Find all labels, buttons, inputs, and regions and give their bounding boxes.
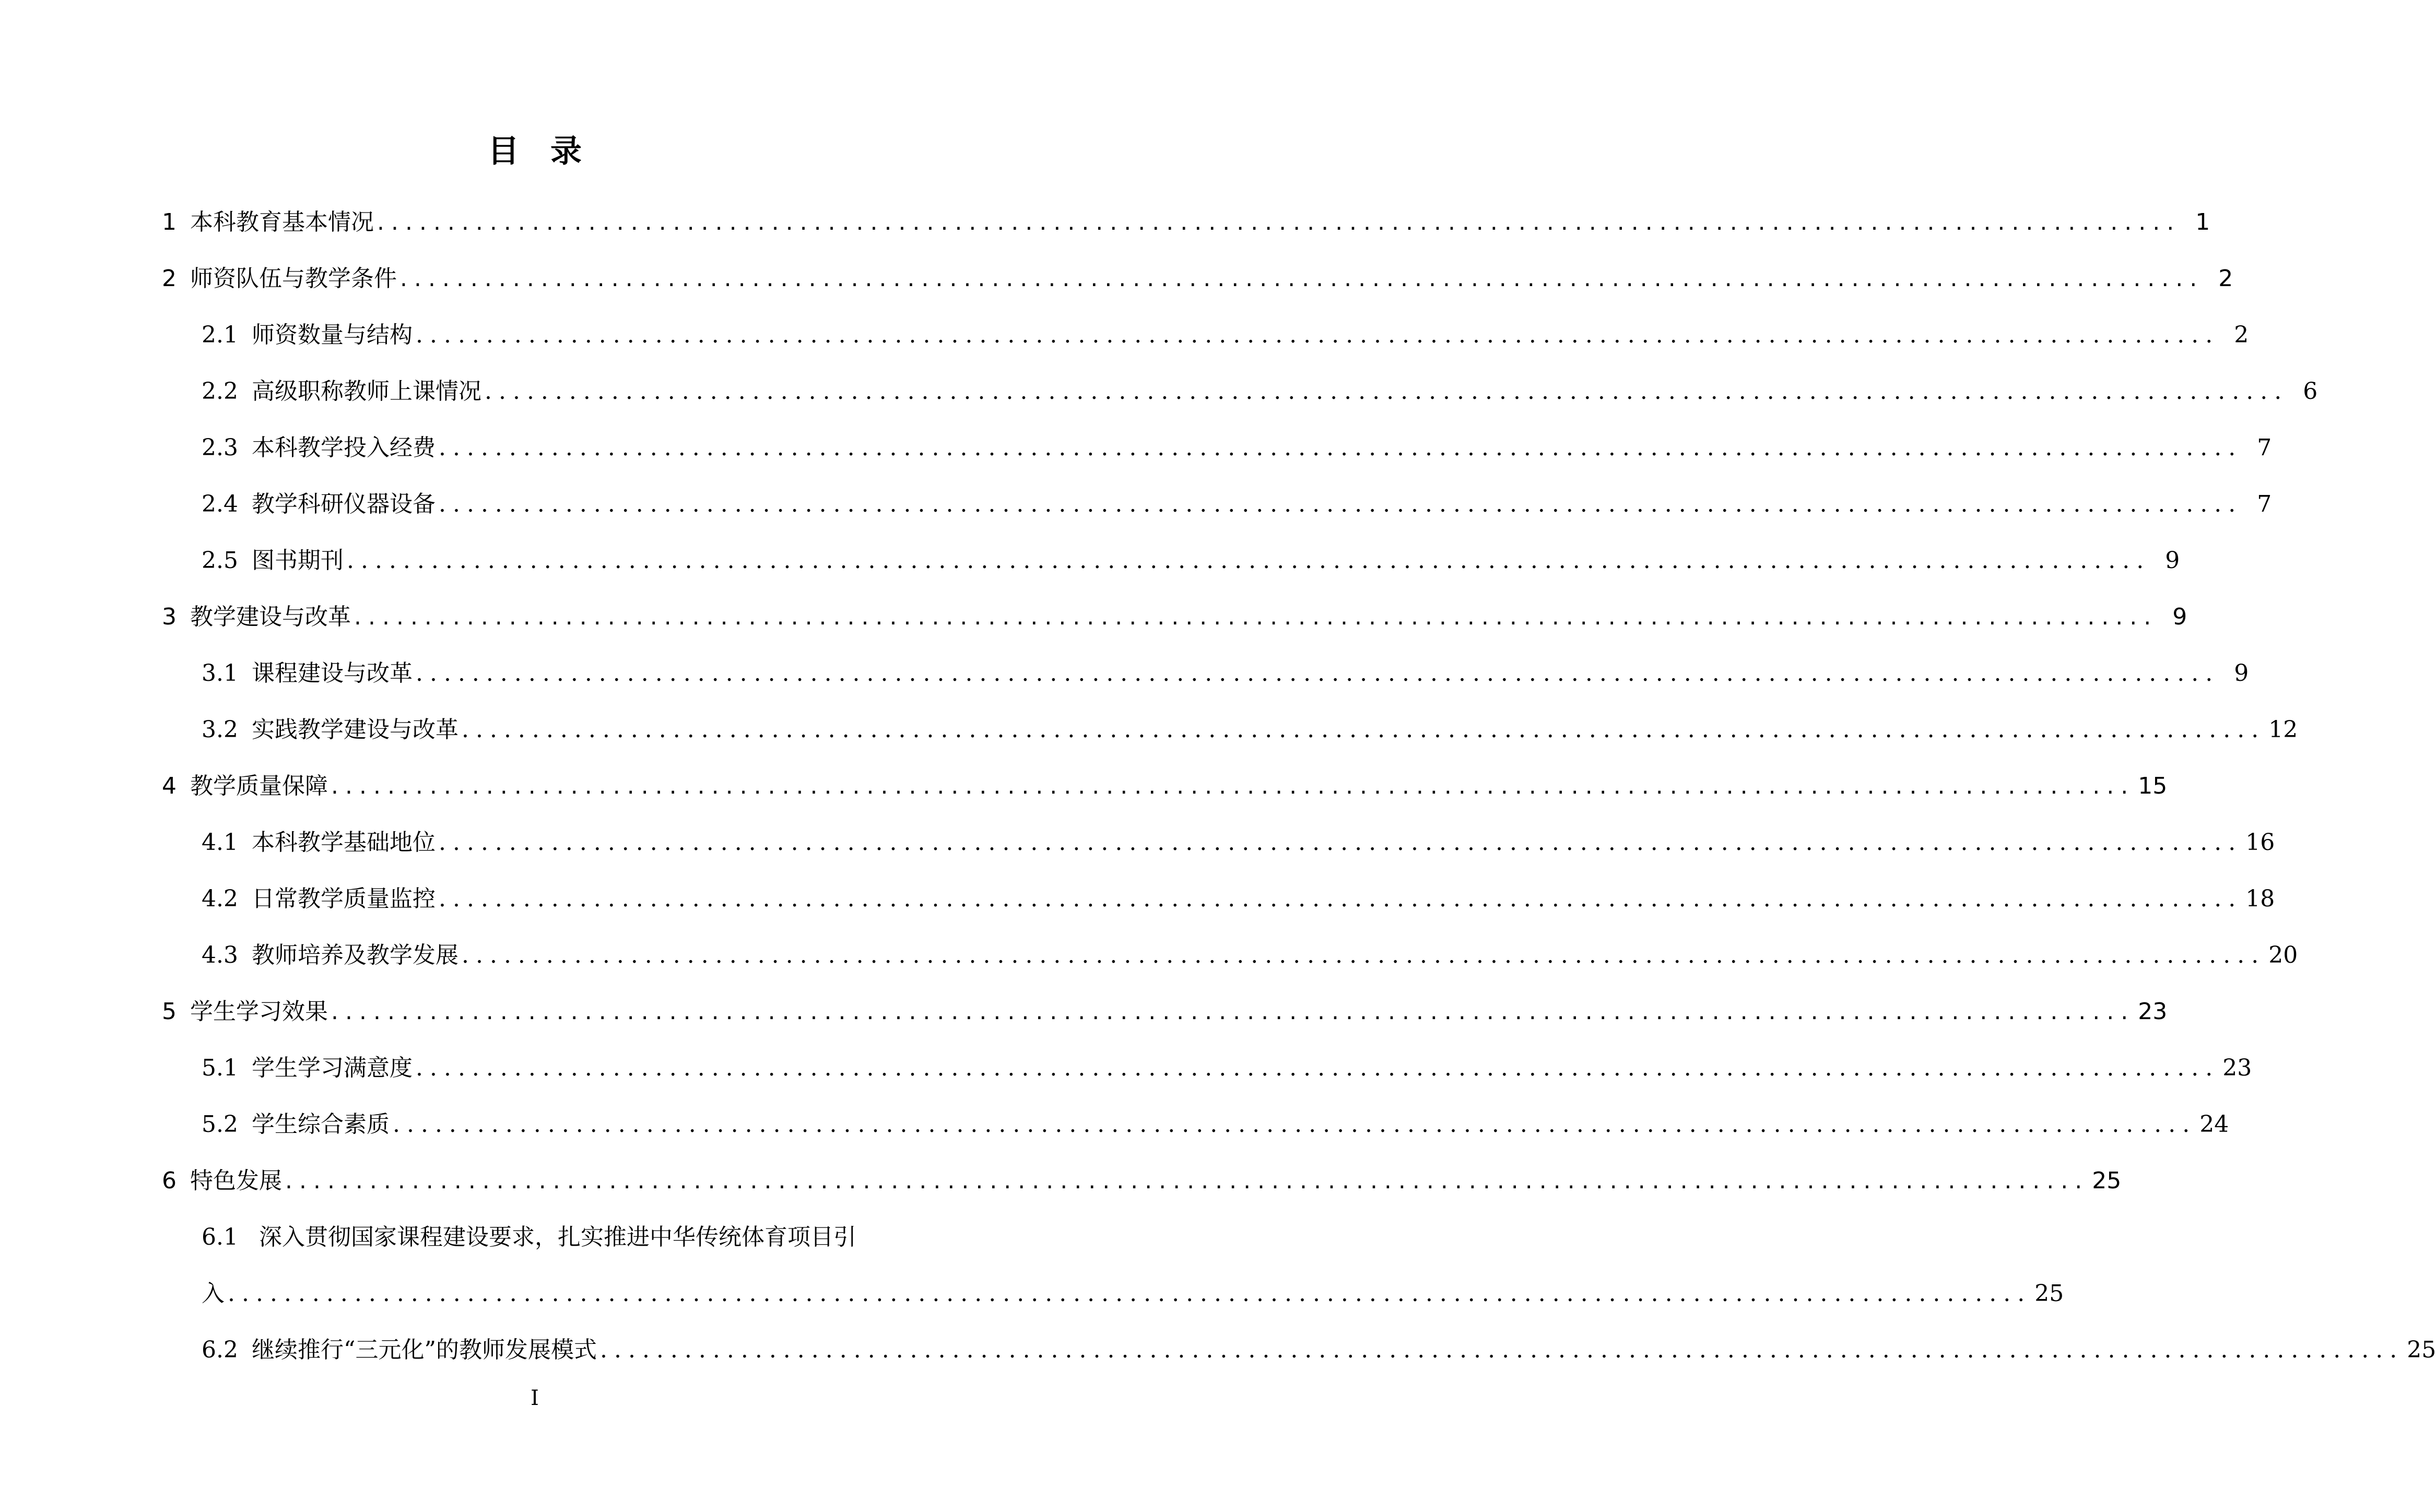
toc-entry[interactable] <box>162 363 2318 420</box>
dot-leader: ................................................................................................................................ <box>415 322 2220 348</box>
dot-leader: ................................................................................................................................ <box>415 660 2220 687</box>
dot-leader: ................................................................................................................................ <box>400 265 2204 292</box>
dot-leader: ................................................................................................................................ <box>438 434 2243 461</box>
toc-entry[interactable] <box>162 1096 2229 1153</box>
dot-leader: ................................................................................................................................ <box>438 885 2243 912</box>
toc-entry-title: 日常教学质量监控 <box>251 885 436 912</box>
toc-entry[interactable] <box>162 1322 2436 1378</box>
dot-leader: ................................................................................................................................ <box>377 209 2181 235</box>
toc-entry-title: 本科教学投入经费 <box>251 434 436 461</box>
toc-entry[interactable] <box>162 251 2233 307</box>
toc-entry-number: 5.1 <box>202 1055 238 1081</box>
dot-leader: ................................................................................................................................ <box>438 491 2243 517</box>
toc-entry-title: 教学建设与改革 <box>190 604 351 630</box>
dot-leader: ................................................................................................................................ <box>415 1055 2220 1081</box>
toc-entry[interactable] <box>162 758 2168 814</box>
dot-leader: ................................................................................................................................ <box>346 547 2151 574</box>
toc-entry[interactable] <box>162 814 2275 871</box>
toc-entry-title: 师资数量与结构 <box>251 322 413 348</box>
toc-entry[interactable] <box>162 927 2298 984</box>
toc-entry-page: 9 <box>2165 547 2180 574</box>
toc-entry-title: 教学质量保障 <box>190 773 328 799</box>
toc-entry-page: 2 <box>2218 265 2233 292</box>
toc-entry-number: 3.1 <box>202 660 238 687</box>
toc-entry-page: 25 <box>2092 1167 2122 1194</box>
toc-entry[interactable] <box>162 194 2210 251</box>
dot-leader: ................................................................................................................................ <box>285 1167 2089 1194</box>
toc-entry-page: 9 <box>2172 604 2187 630</box>
dot-leader: ................................................................................................................................ <box>331 773 2135 799</box>
toc-entry[interactable] <box>162 645 2249 702</box>
toc-entry-title: 本科教学基础地位 <box>251 829 436 856</box>
toc-entry[interactable] <box>162 984 2168 1040</box>
toc-entry[interactable] <box>162 871 2275 927</box>
toc-entry-number: 4 <box>162 773 176 799</box>
toc-entry-page: 20 <box>2268 942 2298 968</box>
toc-entry-page: 15 <box>2138 773 2168 799</box>
toc-title: 目录 <box>488 133 613 170</box>
toc-entry-title: 教师培养及教学发展 <box>251 942 458 968</box>
toc-entry-number: 6 <box>162 1167 176 1194</box>
toc-entry[interactable] <box>162 476 2272 533</box>
dot-leader: ................................................................................................................................ <box>461 716 2266 743</box>
toc-entry-title: 高级职称教师上课情况 <box>251 378 481 405</box>
toc-entry-page: 23 <box>2138 998 2168 1025</box>
toc-entry[interactable] <box>162 1040 2252 1096</box>
toc-entry-title-continuation: 入 <box>202 1280 225 1307</box>
toc-entry-page: 1 <box>2195 209 2210 235</box>
dot-leader: ................................................................................................................................ <box>599 1337 2404 1363</box>
toc-entry-number: 4.1 <box>202 829 238 856</box>
toc-entry-title: 继续推行“三元化”的教师发展模式 <box>251 1337 597 1363</box>
toc-entry-title: 师资队伍与教学条件 <box>190 265 397 292</box>
toc-entry-number: 6.1 <box>202 1224 238 1250</box>
toc-entry-page: 7 <box>2257 434 2272 461</box>
toc-entry-number: 2.4 <box>202 491 238 517</box>
toc-entry-continuation[interactable] <box>162 1266 2064 1322</box>
toc-entry-number: 4.3 <box>202 942 238 968</box>
toc-entry-page: 7 <box>2257 491 2272 517</box>
toc-entry-page: 9 <box>2234 660 2249 687</box>
toc-entry-number: 4.2 <box>202 885 238 912</box>
toc-entry[interactable] <box>162 589 2187 645</box>
dot-leader: ................................................................................................................................ <box>484 378 2289 405</box>
toc-entry-page: 18 <box>2245 885 2275 912</box>
toc-entry-title: 实践教学建设与改革 <box>251 716 458 743</box>
toc-entry-title: 学生学习效果 <box>190 998 328 1025</box>
toc-entry-title: 教学科研仪器设备 <box>251 491 436 517</box>
toc-entry-page: 23 <box>2222 1055 2252 1081</box>
toc-entry-title: 特色发展 <box>190 1167 282 1194</box>
toc-entry-number: 2.2 <box>202 378 238 405</box>
toc-entry[interactable] <box>162 307 2249 363</box>
toc-entry-page: 2 <box>2234 322 2249 348</box>
toc-entry-page: 24 <box>2199 1111 2229 1138</box>
toc-entry-number: 5 <box>162 998 176 1025</box>
toc-entry-title: 深入贯彻国家课程建设要求，扎实推进中华传统体育项目引 <box>258 1224 856 1250</box>
toc-entry-title: 课程建设与改革 <box>251 660 413 687</box>
toc-entry-number: 2.5 <box>202 547 238 574</box>
toc-entry-page: 6 <box>2303 378 2318 405</box>
toc-entry-title: 学生综合素质 <box>251 1111 390 1138</box>
toc-entry-number: 5.2 <box>202 1111 238 1138</box>
toc-entry[interactable] <box>162 1209 916 1266</box>
toc-entry-page: 12 <box>2268 716 2298 743</box>
toc-entry-number: 6.2 <box>202 1337 238 1363</box>
toc-entry-number: 3 <box>162 604 176 630</box>
toc-entry-number: 3.2 <box>202 716 238 743</box>
toc-entry-title: 图书期刊 <box>251 547 344 574</box>
dot-leader: ................................................................................................................................ <box>461 942 2266 968</box>
dot-leader: ................................................................................................................................ <box>392 1111 2197 1138</box>
dot-leader: ................................................................................................................................ <box>354 604 2158 630</box>
toc-entry[interactable] <box>162 702 2298 758</box>
toc-entry-page: 25 <box>2034 1280 2064 1307</box>
toc-entry[interactable] <box>162 533 2180 589</box>
toc-entry-title: 学生学习满意度 <box>251 1055 413 1081</box>
dot-leader: ................................................................................................................................ <box>331 998 2135 1025</box>
toc-entry-number: 1 <box>162 209 176 235</box>
toc-entry-page: 25 <box>2407 1337 2436 1363</box>
toc-entry-title: 本科教育基本情况 <box>190 209 374 235</box>
toc-entry-number: 2.3 <box>202 434 238 461</box>
page-number: I <box>531 1386 539 1410</box>
toc-entry-page: 16 <box>2245 829 2275 856</box>
toc-entry[interactable] <box>162 1153 2122 1209</box>
toc-list <box>162 194 2436 1378</box>
toc-entry-number: 2 <box>162 265 176 292</box>
toc-entry[interactable] <box>162 420 2272 476</box>
dot-leader: ................................................................................................................................ <box>228 1280 2032 1307</box>
toc-entry-number: 2.1 <box>202 322 238 348</box>
dot-leader: ................................................................................................................................ <box>438 829 2243 856</box>
